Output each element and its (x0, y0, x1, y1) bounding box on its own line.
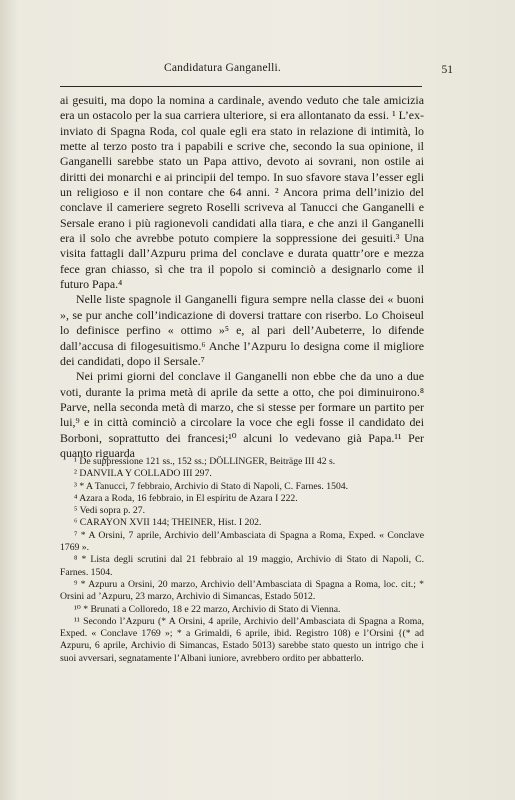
footnote: ⁹ * Azpuru a Orsini, 20 marzo, Archivio dell’Ambasciata di Spagna a Roma, loc. cit.; * Orsini ad ’Azpuru, 23 marzo, Archivio di Simancas, Estado 5012. (60, 578, 424, 603)
footnote: ³ * A Tanucci, 7 febbraio, Archivio di Stato di Napoli, C. Farnes. 1504. (74, 480, 349, 492)
page-number: 51 (441, 64, 453, 76)
paragraph: Nei primi giorni del conclave il Ganganelli non ebbe che da uno a due voti, durante la prima metà di aprile da sette a otto, che poi diminuirono.⁸ Parve, nella seconda metà di marzo, che si stesse per formare un partito per lui,⁹ e in città cominciò a circolare la voce che egli fosse il candidato dei Borboni, soprattutto dei francesi;¹⁰ alcuni lo vedevano già Papa.¹¹ Per quanto riguarda (60, 369, 424, 460)
footnote: ¹⁰ * Brunati a Colloredo, 18 e 22 marzo, Archivio di Stato di Vienna. (74, 603, 341, 615)
footnote: ¹¹ Secondo l’Azpuru (* A Orsini, 4 aprile, Archivio dell’Ambasciata di Spagna a Roma, Exped. « Conclave 1769 »; * a Grimaldi, 6 aprile, ibid. Registro 108) e l’Orsini {(* ad Azpuru, 6 aprile, Archivio di Simancas, Estado 5013) sarebbe stato questo un intrigo che i suoi avversari, segnatamente l’Albani iuniore, avrebbero ordito per abbatterlo. (60, 615, 424, 664)
running-title: Candidatura Ganganelli. (164, 62, 282, 74)
footnotes (60, 456, 424, 665)
paragraph: ai gesuiti, ma dopo la nomina a cardinale, avendo veduto che tale amicizia era un ostacolo per la sua carriera ulteriore, si era allontanato da essi. ¹ L’ex-inviato di Spagna Roda, col quale egli era stato in relazione di intimità, lo mette al terzo posto tra i papabili e scrive che, secondo la sua opinione, il Ganganelli sarebbe stato un Papa attivo, devoto ai sovrani, non ostile ai diritti dei monarchi e ai principii del tempo. In suo sfavore stava l’esser egli un religioso e il non contare che 64 anni. ² Ancora prima dell’inizio del conclave il cameriere segreto Roselli scriveva al Tanucci che Ganganelli e Sersale erano i più ragionevoli candidati alla tiara, e che anzi il Ganganelli era il solo che avrebbe potuto compiere la soppressione dei gesuiti.³ Una visita fattagli dall’Azpuru prima del conclave e durata quattr’ore e mezza fece gran chiasso, sì che tra il popolo si cominciò a designarlo come il futuro Papa.⁴ (60, 93, 424, 292)
footnote: ² DANVILA Y COLLADO III 297. (74, 468, 212, 480)
footnote: ⁵ Vedi sopra p. 27. (74, 505, 146, 517)
page-header (60, 60, 455, 76)
header-rule (60, 86, 422, 87)
footnote: ⁷ * A Orsini, 7 aprile, Archivio dell’Ambasciata di Spagna a Roma, Exped. « Conclave 1769 ». (60, 529, 424, 554)
main-text (60, 93, 424, 461)
footnote: ¹ De suppressione 121 ss., 152 ss.; DÖLLINGER, Beiträge III 42 s. (74, 456, 336, 467)
paragraph: Nelle liste spagnole il Ganganelli figura sempre nella classe dei « buoni », se pur anche coll’indicazione di doversi trattare con riserbo. Lo Choiseul lo definisce perfino « ottimo »⁵ e, al pari dell’Aubeterre, lo difende dall’accusa di filogesuitismo.⁶ Anche l’Azpuru lo designa come il migliore dei candidati, dopo il Sersale.⁷ (60, 292, 424, 368)
footnote: ⁴ Azara a Roda, 16 febbraio, in El espíritu de Azara I 222. (74, 492, 298, 504)
footnote: ⁶ CARAYON XVII 144; THEINER, Hist. I 202. (74, 517, 262, 529)
footnote: ⁸ * Lista degli scrutini dal 21 febbraio al 19 maggio, Archivio di Stato di Napoli, C. Farnes. 1504. (60, 554, 424, 578)
